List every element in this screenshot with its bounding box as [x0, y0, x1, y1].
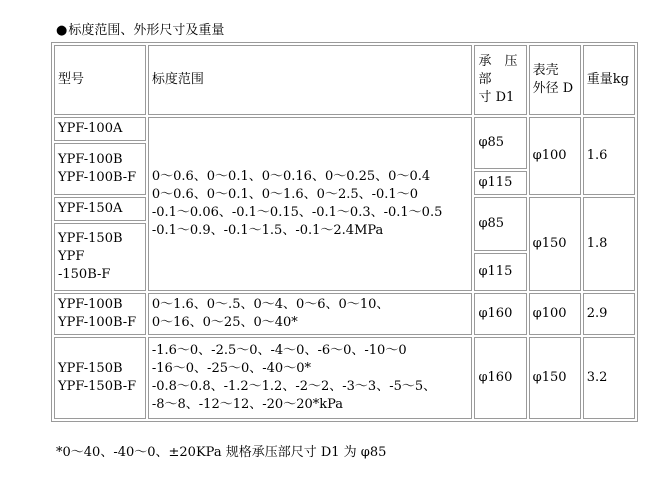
range-line: -0.1～0.06、-0.1～0.15、-0.1～0.3、-0.1～0.5 — [151, 205, 443, 220]
weight-cell: 2.9 — [583, 293, 635, 335]
weight-cell: 1.6 — [583, 117, 635, 195]
header-model: 型号 — [54, 45, 146, 115]
model-line: YPF-100B-F — [58, 315, 137, 330]
bullet-icon: ● — [56, 23, 68, 38]
header-d-line: 外径 D — [532, 81, 574, 96]
d1-cell: φ160 — [474, 337, 526, 419]
section-caption — [56, 22, 224, 40]
model-line: YPF-150B — [58, 361, 123, 376]
model-line: YPF-150B-F — [58, 379, 137, 394]
range-line: -1.6～0、-2.5～0、-4～0、-6～0、-10～0 — [151, 343, 407, 358]
range-line: -16～0、-25～0、-40～0* — [151, 361, 311, 376]
d-cell: φ150 — [529, 337, 581, 419]
header-weight: 重量kg — [583, 45, 635, 115]
header-row — [54, 45, 635, 115]
range-cell — [148, 117, 473, 291]
d1-cell: φ115 — [474, 171, 526, 195]
d1-cell: φ85 — [474, 117, 526, 169]
d-cell: φ100 — [529, 117, 581, 195]
header-d — [529, 45, 581, 115]
d-cell: φ150 — [529, 197, 581, 291]
model-line: YPF-100B — [58, 297, 123, 312]
header-d1-line: 寸 D1 — [478, 90, 515, 105]
model-cell — [54, 143, 146, 195]
model-line: YPF-100B — [58, 152, 123, 167]
model-line: YPF-100B-F — [58, 170, 137, 185]
header-d-line: 表壳 — [532, 63, 559, 78]
table-row — [54, 293, 635, 335]
spec-table — [51, 42, 638, 422]
range-cell — [148, 293, 473, 335]
range-line: -0.1～0.9、-0.1～1.5、-0.1～2.4MPa — [151, 223, 384, 238]
range-line: -0.8～0.8、-1.2～1.2、-2～2、-3～3、-5～5、 — [151, 379, 437, 394]
table-row — [54, 337, 635, 419]
model-cell: YPF-100A — [54, 117, 146, 141]
range-cell — [148, 337, 473, 419]
model-cell — [54, 337, 146, 419]
weight-cell: 3.2 — [583, 337, 635, 419]
range-line: 0～1.6、0～.5、0～4、0～6、0～10、 — [151, 297, 390, 312]
d-cell: φ100 — [529, 293, 581, 335]
range-line: -8～8、-12～12、-20～20*kPa — [151, 397, 344, 412]
table-row — [54, 117, 635, 141]
model-cell: YPF-150A — [54, 197, 146, 221]
model-cell — [54, 293, 146, 335]
d1-cell: φ115 — [474, 253, 526, 291]
model-line: YPF-150B — [58, 231, 123, 246]
range-line: 0～0.6、0～0.1、0～1.6、0～2.5、-0.1～0 — [151, 187, 418, 202]
header-d1-line: 承 压 — [478, 54, 518, 69]
weight-cell: 1.8 — [583, 197, 635, 291]
header-range: 标度范围 — [148, 45, 473, 115]
range-line: 0～0.6、0～0.1、0～0.16、0～0.25、0～0.4 — [151, 169, 431, 184]
range-line: 0～16、0～25、0～40* — [151, 315, 298, 330]
footnote: *0～40、-40～0、±20KPa 规格承压部尺寸 D1 为 φ85 — [56, 445, 387, 460]
model-line: YPF — [58, 249, 85, 264]
caption-text: 标度范围、外形尺寸及重量 — [68, 23, 225, 38]
header-d1-line: 部 — [478, 72, 492, 87]
d1-cell: φ160 — [474, 293, 526, 335]
header-d1 — [474, 45, 526, 115]
model-line: -150B-F — [58, 267, 111, 282]
d1-cell: φ85 — [474, 197, 526, 251]
model-cell — [54, 223, 146, 291]
